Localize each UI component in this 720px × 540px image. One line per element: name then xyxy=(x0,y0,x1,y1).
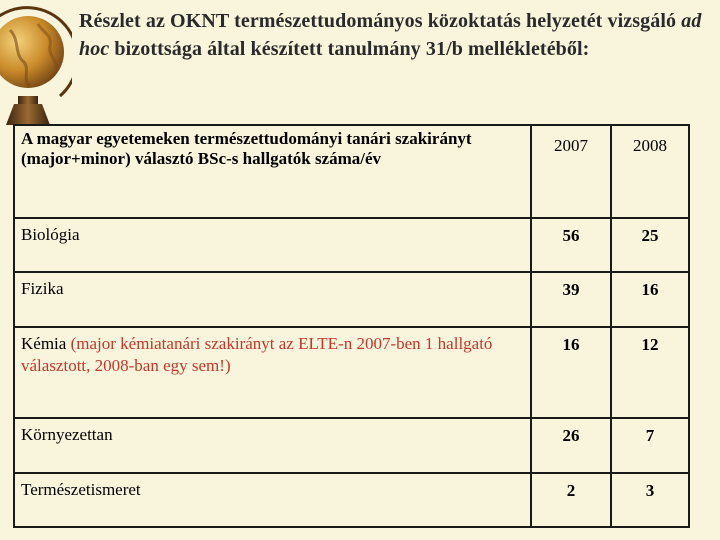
value-2007: 2 xyxy=(531,473,611,527)
table-row xyxy=(14,473,689,527)
table-header-label: A magyar egyetemeken természettudományi tanári szakirányt (major+minor) választó BSc-s hallgatók száma/év xyxy=(14,125,531,218)
value-2008: 3 xyxy=(611,473,689,527)
row-note: (major kémiatanári szakirányt az ELTE-n 2007-ben 1 hallgató választott, 2008-ban egy sem!) xyxy=(21,333,493,375)
table-row xyxy=(14,218,689,272)
table-row xyxy=(14,272,689,326)
row-label: Kémia xyxy=(21,333,67,353)
value-2008: 12 xyxy=(611,327,689,419)
page-title: Részlet az OKNT természettudományos közoktatás helyzetét vizsgáló ad hoc bizottsága által készített tanulmány 31/b mellékletéből: xyxy=(79,10,702,60)
row-label: Fizika xyxy=(21,279,64,299)
table-header-year-2008: 2008 xyxy=(611,125,689,218)
value-2008: 7 xyxy=(611,418,689,472)
value-2007: 26 xyxy=(531,418,611,472)
row-label: Természetismeret xyxy=(21,479,141,499)
table-header-row xyxy=(14,125,689,218)
value-2007: 56 xyxy=(531,218,611,272)
table-row xyxy=(14,418,689,472)
value-2008: 16 xyxy=(611,272,689,326)
table-row xyxy=(14,327,689,419)
globe-icon xyxy=(0,0,72,125)
row-label: Környezettan xyxy=(21,425,113,445)
value-2007: 16 xyxy=(531,327,611,419)
statistics-table xyxy=(13,124,690,528)
table-header-year-2007: 2007 xyxy=(531,125,611,218)
row-label: Biológia xyxy=(21,225,80,244)
value-2007: 39 xyxy=(531,272,611,326)
value-2008: 25 xyxy=(611,218,689,272)
